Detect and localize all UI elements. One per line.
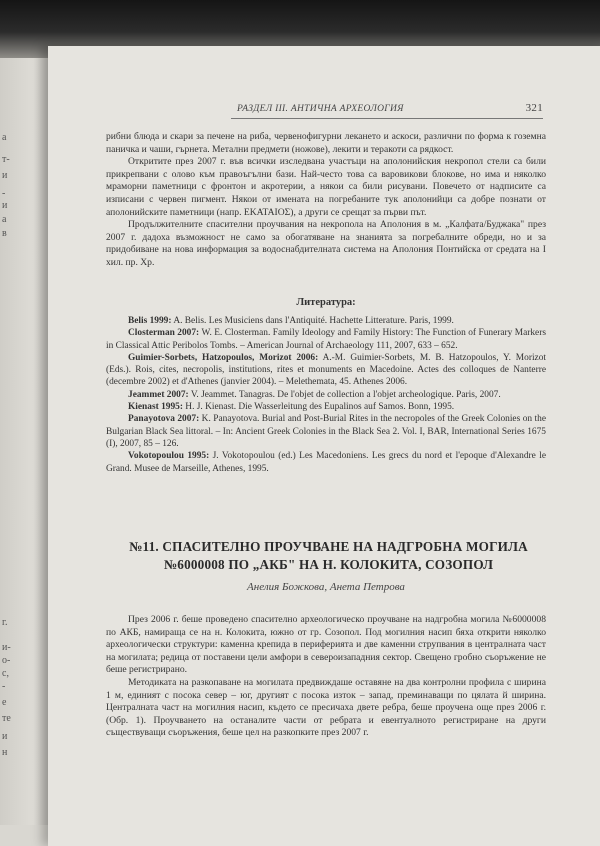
bib-author: Closterman 2007: (128, 328, 200, 339)
bib-entry (106, 315, 546, 327)
gutter-fragment: т- (2, 154, 10, 165)
bib-entry (106, 450, 546, 475)
bib-text: J. Vokotopoulou (ed.) Les Macedoniens. Les grecs du nord et l'epoque d'Alexandre le Grand. Musee de Marseille, Athenes, 1995. (106, 451, 546, 474)
section-authors: Анелия Божкова, Анета Петрова (247, 581, 405, 593)
section-title (106, 538, 551, 574)
gutter-fragment: а (2, 214, 7, 225)
bib-author: Guimier-Sorbets, Hatzopoulos, Morizot 2006: (128, 352, 319, 363)
paragraph: Методиката на разкопаване на могилата предвиждаше оставяне на два контролни профила с ширина 1 м, единият с посока север – юг, другият с посока изток – запад, преминаващи по цялата й ширина. Централната част на могилния насип, където се пресичаха двете ребра, беше проучена още през 2006 г. (Обр. 1). Проучването на останалите части от ребрата и евентуалното регистриране на други съществуващи съоръжения, беше цел на разкопките през 2007 г. (106, 676, 546, 739)
gutter-fragment: и- (2, 642, 11, 653)
previous-page-gutter (0, 58, 48, 825)
gutter-fragment: е (2, 697, 7, 708)
running-header (231, 104, 543, 119)
bib-entry (106, 413, 546, 450)
paragraph: рибни блюда и скари за печене на риба, червенофигурни лекането и аскоси, различни по форма к гоземна паничка и чаши, гърнета. Метални предмети (ножове), лекити и теракоти са рядкост. (106, 131, 546, 155)
gutter-fragment: - (2, 188, 6, 199)
intro-text (106, 131, 546, 270)
bib-entry (106, 327, 546, 352)
gutter-fragment: и (2, 170, 8, 181)
section-text (106, 614, 546, 740)
literature-heading: Литература: (296, 297, 356, 308)
bib-text: H. J. Kienast. Die Wasserleitung des Eupalinos auf Samos. Bonn, 1995. (182, 402, 455, 413)
section-title-line: №11. СПАСИТЕЛНО ПРОУЧВАНЕ НА НАДГРОБНА МОГИЛА (129, 539, 528, 554)
bib-entry (106, 401, 546, 413)
gutter-fragment: те (2, 713, 11, 724)
gutter-fragment: с, (2, 668, 9, 679)
bib-text: V. Jeammet. Tanagras. De l'objet de collection a l'objet archeologique. Paris, 2007. (188, 389, 501, 400)
paragraph: Откритите през 2007 г. във всички изследвана участъци на аполонийския некропол стели са били прикрепвани с олово към правоъгълни бази. Най-често това са варовикови блокове, но има и няколко мраморни паметници с фронтон и акротерии, а някои са били рисувани. Повечето от надписите са изписани с червен пигмент. Някои от имената на погребаните тук аполонийци са добре познати от аполонийските паметници (напр. ΕΚΑΤΑΙΟΣ), а други се срещат за първи път. (106, 156, 546, 218)
gutter-fragment: в (2, 228, 7, 239)
bib-text: A. Belis. Les Musiciens dans l'Antiquité. Hachette Litterature. Paris, 1999. (171, 316, 454, 326)
bibliography (106, 315, 546, 475)
bib-author: Belis 1999: (128, 316, 172, 326)
bib-author: Panayotova 2007: (128, 414, 200, 425)
bib-author: Vokotopoulou 1995: (128, 451, 210, 462)
bib-entry (106, 389, 546, 401)
gutter-fragment: и (2, 200, 8, 211)
bib-text: W. E. Closterman. Family Ideology and Family History: The Function of Funerary Markers in Classical Attic Peribolos Tombs. – American Journal of Archaeology 111, 2007, 633 – 652. (106, 328, 546, 351)
bib-text: A.-M. Guimier-Sorbets, M. B. Hatzopoulos, Y. Morizot (Eds.). Rois, cites, necropolis, institutions, rites et monuments en Macedoine. Actes des colloques de Nanterre (decembre 2002) et d'Athenes (janvier 2004). – Melethemata, 45. Athenes 2006. (106, 352, 547, 388)
paragraph: Продължителните спасителни проучвания на некропола на Аполония в м. „Калфата/Буджака" през 2007 г. дадоха възможност не само за обогатяване на знанията за погребалните обреди, но и за придобиване на нова информация за водоснабдителната система на Аполония Понтийска от средата на I хил. пр. Хр. (106, 219, 546, 268)
gutter-fragment: н (2, 747, 8, 758)
gutter-fragment: а (2, 132, 7, 143)
gutter-fragment: - (2, 681, 6, 692)
bib-author: Jeammet 2007: (128, 389, 189, 400)
gutter-fragment: о- (2, 655, 11, 666)
bib-entry (106, 352, 546, 389)
gutter-fragment: г. (2, 617, 8, 628)
section-title-line: №6000008 ПО „АКБ" НА Н. КОЛОКИТА, СОЗОПОЛ (163, 557, 494, 572)
page-number: 321 (525, 102, 543, 114)
running-title: РАЗДЕЛ III. АНТИЧНА АРХЕОЛОГИЯ (237, 104, 404, 114)
bib-text: K. Panayotova. Burial and Post-Burial Rites in the necropoles of the Greek Colonies on the Bulgarian Black Sea littoral. – In: Ancient Greek Colonies in the Black Sea 2. Vol. I, BAR, International Series 1675 (I), 2007, 85 – 126. (106, 414, 546, 449)
bib-author: Kienast 1995: (128, 402, 183, 413)
paragraph: През 2006 г. беше проведено спасително археологическо проучване на надгробна могила №6000008 по АКБ, намираща се на н. Колокита, южно от гр. Созопол. Под могилния насип бяха открити няколко археологически структури: каменна крепида в периферията и две каменни струпвания в централната част на могилата; редица от поставени цели амфори в североизападния сектор. Свещено гробно съоръжение не беше регистрирано. (106, 614, 546, 676)
gutter-fragment: и (2, 731, 8, 742)
